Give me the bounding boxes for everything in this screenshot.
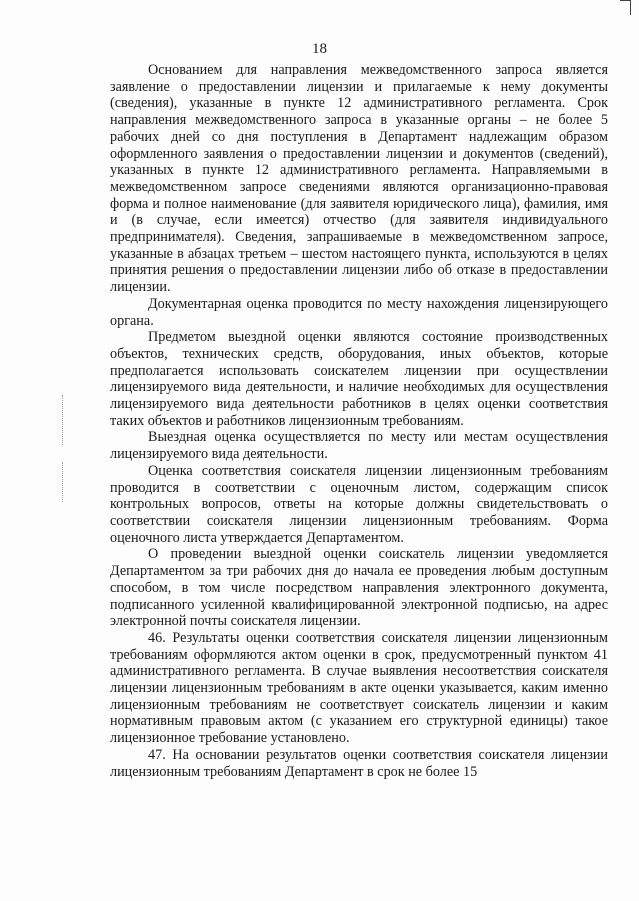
corner-crop-mark [620, 0, 631, 15]
paragraph: Основанием для направления межведомственного запроса является заявление о предоставлении лицензии и прилагаемые к нему документы (сведения), указанные в пункте 12 административного регламента. Срок направления межведомственного запроса в указанные органы – не более 5 рабочих дней со дня поступления в Департамент надлежащим образом оформленного заявления о предоставлении лицензии и документов (сведений), указанных в пункте 12 административного регламента. Направляемыми в межведомственном запросе сведениями являются организационно-правовая форма и полное наименование (для заявителя юридического лица), фамилия, имя и (в случае, если имеется) отчество (для заявителя индивидуального предпринимателя). Сведения, запрашиваемые в межведомственном запросе, указанные в абзацах третьем – шестом настоящего пункта, используются в целях принятия решения о предоставлении лицензии либо об отказе в предоставлении лицензии. [110, 62, 608, 296]
paragraph-item-46: 46. Результаты оценки соответствия соискателя лицензии лицензионным требованиям оформляются актом оценки в срок, предусмотренный пунктом 41 административного регламента. В случае выявления несоответствия соискателя лицензии лицензионным требованиям в акте оценки указывается, каким именно лицензионным требованиям не соответствует соискатель лицензии и каким нормативным правовым актом (с указанием его структурной единицы) такое лицензионное требование установлено. [110, 629, 608, 747]
document-body [110, 62, 608, 780]
paragraph: Выездная оценка осуществляется по месту или местам осуществления лицензируемого вида деятельности. [110, 429, 608, 463]
paragraph-item-47: 47. На основании результатов оценки соответствия соискателя лицензии лицензионным требованиям Департамент в срок не более 15 [110, 746, 608, 780]
paragraph: Оценка соответствия соискателя лицензии лицензионным требованиям проводится в соответствии с оценочным листом, содержащим список контрольных вопросов, ответы на которые должны свидетельствовать о соответствии соискателя лицензии лицензионным требованиям. Форма оценочного листа утверждается Департаментом. [110, 462, 608, 546]
paragraph: О проведении выездной оценки соискатель лицензии уведомляется Департаментом за три рабочих дня до начала ее проведения любым доступным способом, в том числе посредством направления электронного документа, подписанного усиленной квалифицированной электронной подписью, на адрес электронной почты соискателя лицензии. [110, 546, 608, 630]
margin-scan-artifact [62, 462, 65, 502]
margin-scan-artifact [62, 395, 65, 445]
paragraph: Документарная оценка проводится по месту нахождения лицензирующего органа. [110, 295, 608, 329]
page-number: 18 [312, 41, 327, 57]
paragraph: Предметом выездной оценки являются состояние производственных объектов, технических средств, оборудования, иных объектов, которые предполагается использовать соискателем лицензии при осуществлении лицензируемого вида деятельности, и наличие необходимых для осуществления лицензируемого вида деятельности работников в целях оценки соответствия таких объектов и работников лицензионным требованиям. [110, 329, 608, 429]
